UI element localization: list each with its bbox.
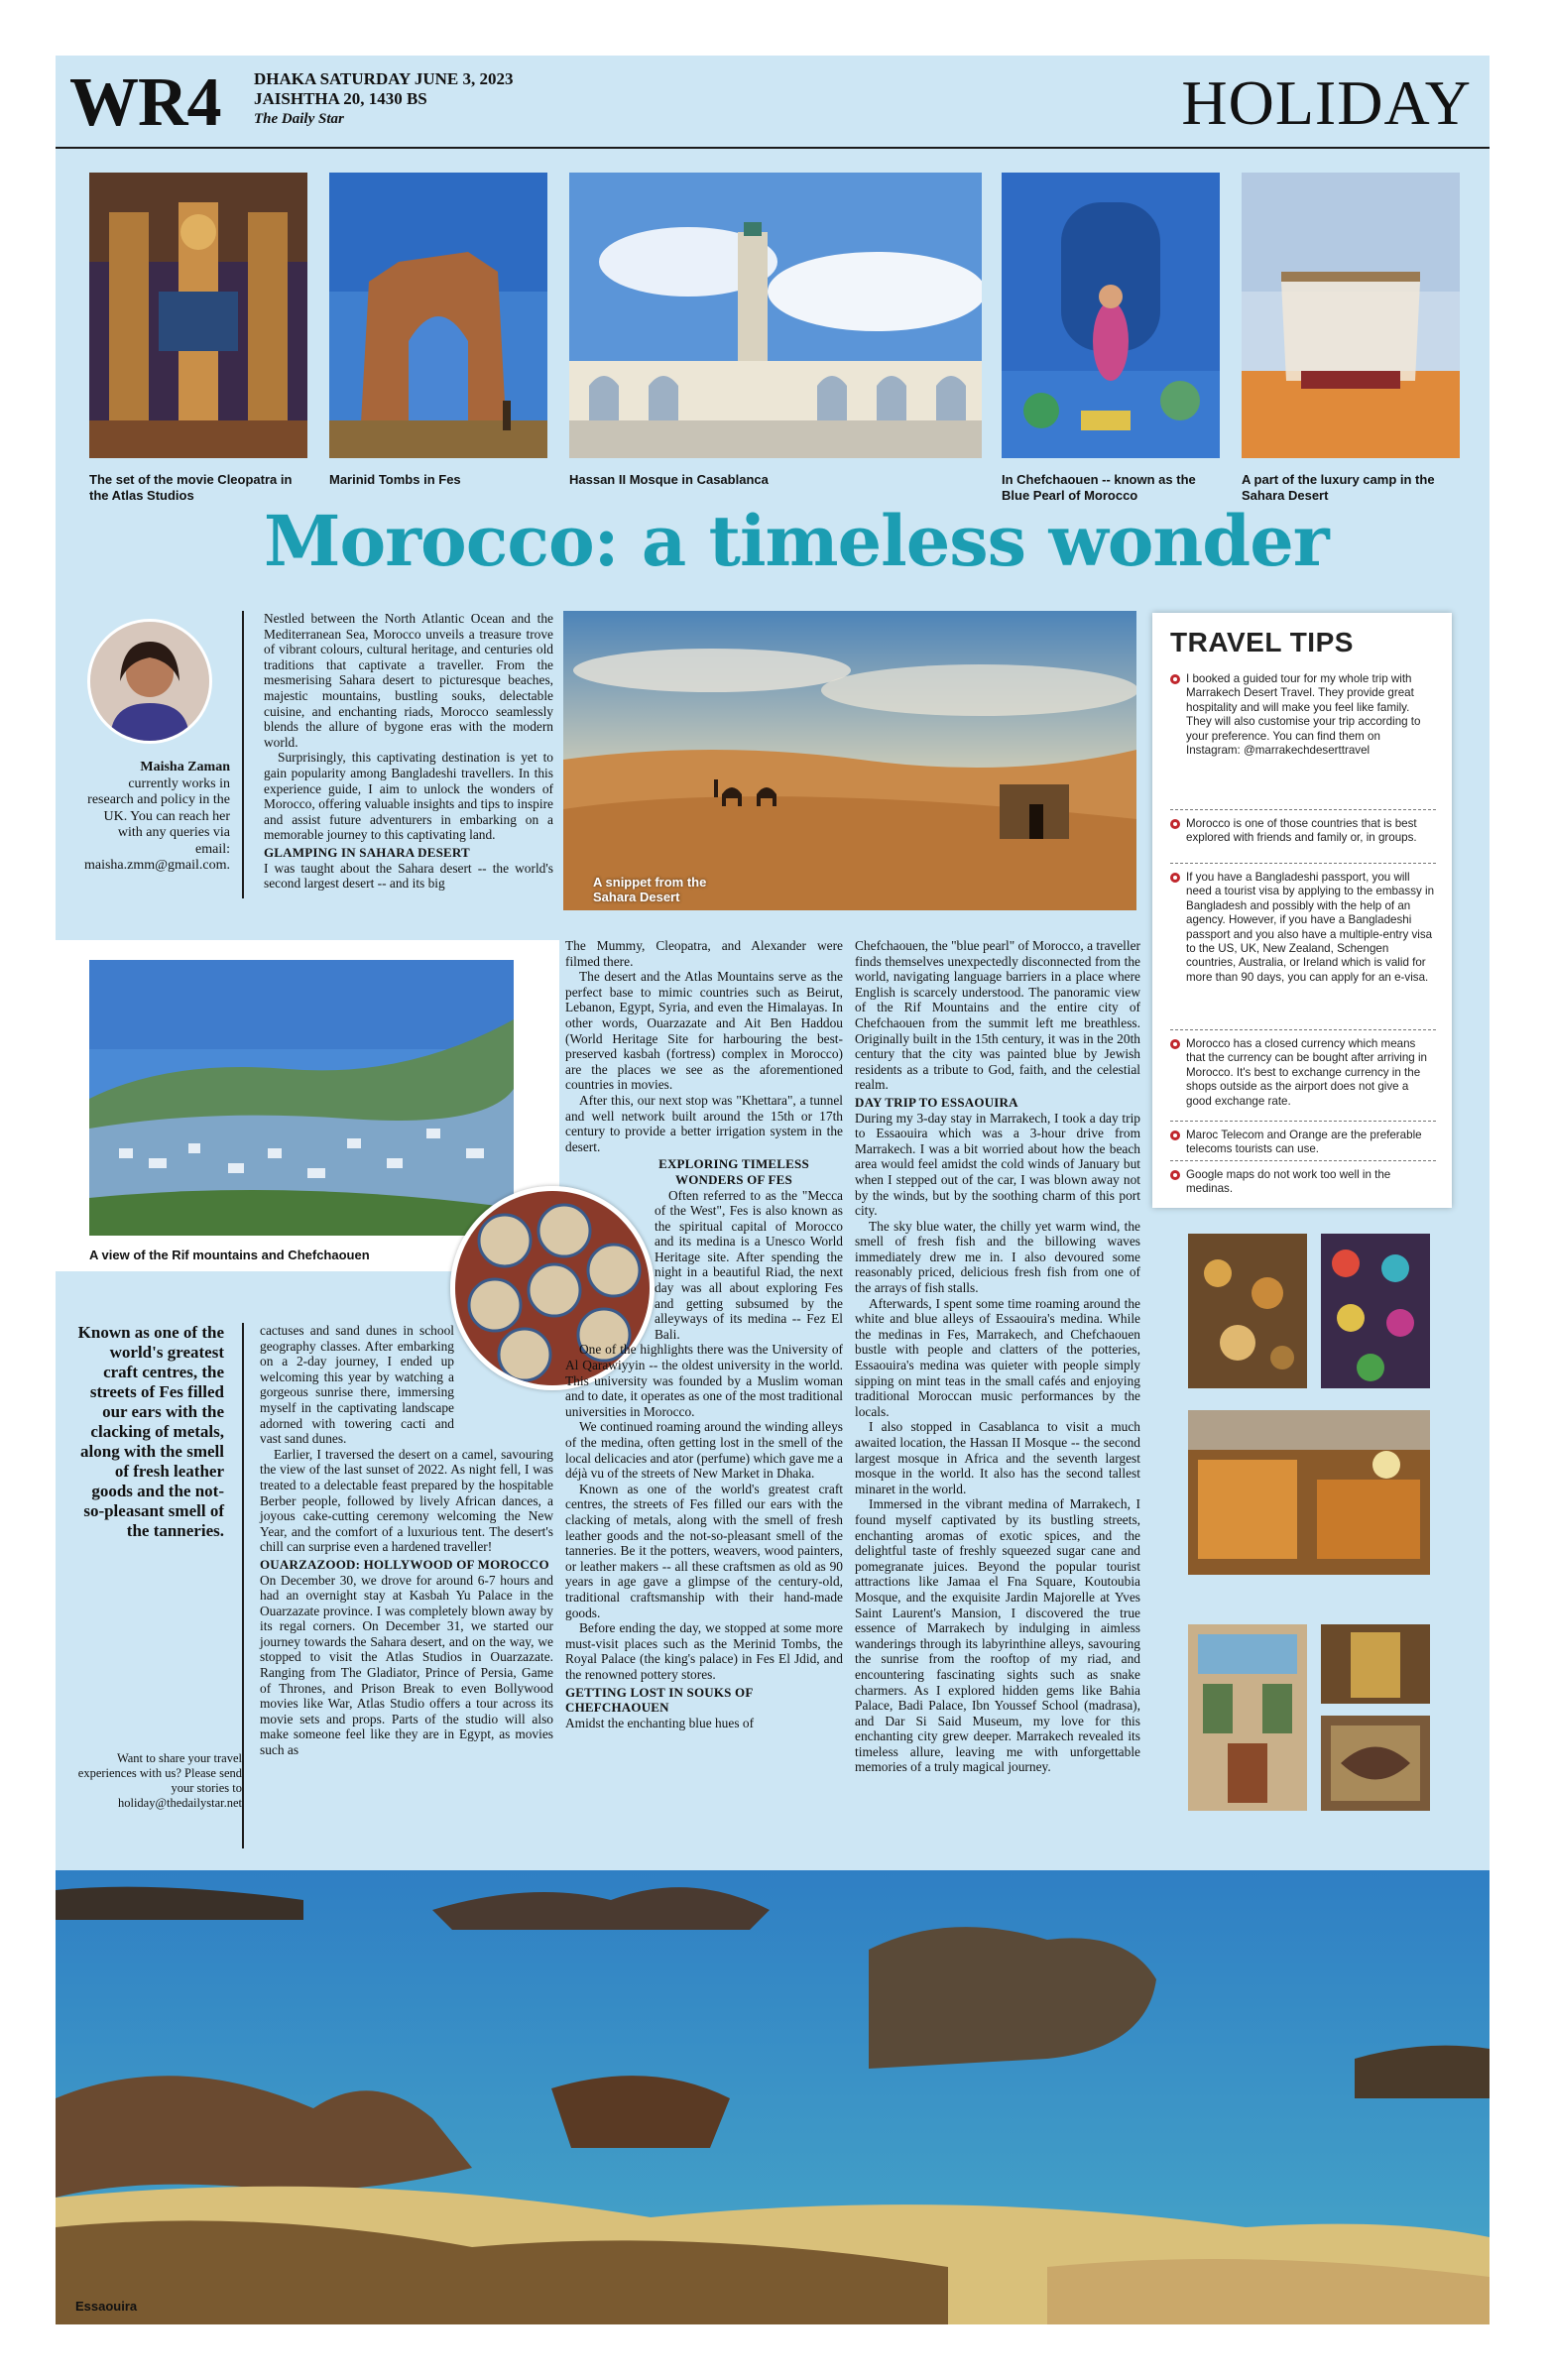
travel-tips-title: TRAVEL TIPS	[1170, 627, 1354, 657]
column-rule	[242, 1323, 244, 1848]
author-avatar	[87, 619, 212, 744]
article-paragraph: Chefchaouen, the "blue pearl" of Morocco, a traveller finds themselves unexpectedly disconnected from the world, navigating language barriers in a place where English is scarcely understood. The panoramic view of the Rif Mountains and the entire city of Chefchaouen from the summit left me breathless. Originally built in the 15th century, it was in the 20th century that the city was painted blue by Jewish residents as a tribute to God, faith, and the celestial realm.	[855, 938, 1140, 1093]
tip-divider	[1170, 1160, 1436, 1161]
date-line-bengali: JAISHTHA 20, 1430 BS	[254, 89, 427, 108]
article-paragraph: The Mummy, Cleopatra, and Alexander were filmed there.	[565, 938, 843, 969]
tip-item: Morocco has a closed currency which means that the currency can be bought after arriving in Morocco. It's best to exchange currency in the shops outside as the airport does not give a good exchange rate.	[1170, 1037, 1436, 1109]
article-paragraph: The sky blue water, the chilly yet warm wind, the smell of fresh fish and the billowing waves immediately drew me in. I also devoured some reasonably priced, delicious fresh fish from one of the arrays of fish stalls.	[855, 1218, 1140, 1296]
photo-sweets	[1188, 1410, 1430, 1575]
author-byline	[81, 760, 230, 875]
article-column-3	[855, 938, 1140, 1775]
photo-lanterns	[1188, 1234, 1307, 1388]
article-paragraph: Often referred to as the "Mecca of the West", Fes is also known as the spiritual capital of Morocco and its medina is a Unesco World Heritage site. After spending the night in a beautiful Riad, the next day was all about exploring Fes and getting subsumed by the alleyways of its medina -- Fez El Bali.	[655, 1187, 843, 1342]
column-rule	[242, 611, 244, 898]
author-name: Maisha Zaman	[140, 760, 230, 774]
article-paragraph: One of the highlights there was the University of Al Qarawiyyin -- the oldest university in the world. This university was founded by a Muslim woman and to date, it operates as one of the most traditional universities in Morocco.	[565, 1342, 844, 1419]
photo-hassan-mosque	[569, 173, 982, 458]
subhead: GETTING LOST IN SOUKS OF CHEFCHAOUEN	[565, 1684, 754, 1716]
newspaper-page	[56, 56, 1490, 2324]
article-paragraph: Amidst the enchanting blue hues of	[565, 1715, 755, 1730]
share-note: Want to share your travel experiences with us? Please send your stories to holiday@thedailystar.net	[77, 1751, 242, 1810]
article-column-1	[260, 1323, 553, 1758]
photo-luxury-camp	[1242, 173, 1460, 458]
photo-spices	[1321, 1234, 1430, 1388]
article-paragraph: I also stopped in Casablanca to visit a much awaited location, the Hassan II Mosque -- the second largest mosque in Africa and the seventh largest mosque in the world. It also has the second tallest minaret in the world.	[855, 1419, 1140, 1496]
photo-caption: A part of the luxury camp in the Sahara Desert	[1242, 472, 1435, 503]
subhead: OUARZAZOOD: HOLLYWOOD OF MOROCCO	[260, 1556, 549, 1572]
photo-essaouira	[56, 1870, 1490, 2324]
bullet-icon	[1170, 1170, 1180, 1180]
photo-door	[1321, 1624, 1430, 1704]
tip-item: I booked a guided tour for my whole trip with Marrakech Desert Travel. They provide great hospitality and will make you feel like family. They will also customise your trip according to your preference. You can find them on Instagram: @marrakechdeserttravel	[1170, 672, 1436, 758]
photo-caption: In Chefchaouen -- known as the Blue Pearl of Morocco	[1002, 472, 1196, 503]
dateline	[254, 69, 513, 109]
bottom-caption: Essaouira	[75, 2299, 138, 2314]
photo-caption: Marinid Tombs in Fes	[329, 472, 461, 487]
article-intro	[264, 611, 553, 892]
subhead: DAY TRIP TO ESSAOUIRA	[855, 1094, 1018, 1110]
tip-item: Morocco is one of those countries that is best explored with friends and family or, in groups.	[1170, 817, 1436, 846]
article-column-2	[565, 938, 843, 1730]
tip-item: If you have a Bangladeshi passport, you will need a tourist visa by applying to the embassy in Bangladesh and possibly with the help of an agency. However, if you have a Bangladeshi passport and you also have a multiple-entry visa to the US, UK, New Zealand, Schengen countries, Australia, or Ireland which is valid for more than 90 days, you can apply for an e-visa.	[1170, 871, 1436, 985]
page-code: WR4	[69, 64, 221, 141]
sahara-caption: A snippet from the Sahara Desert	[593, 875, 707, 904]
brand-logo: The Daily Star	[254, 111, 344, 127]
photo-cleopatra-set	[89, 173, 307, 458]
tip-item: Maroc Telecom and Orange are the preferable telecoms tourists can use.	[1170, 1129, 1436, 1157]
tip-divider	[1170, 809, 1436, 810]
pull-quote: Known as one of the world's greatest craft centres, the streets of Fes filled our ears with the clacking of metals, along with the smell of fresh leather goods and the not-so-pleasant smell of the tanneries.	[77, 1323, 224, 1540]
travel-tips-box	[1152, 613, 1452, 1208]
subhead: EXPLORING TIMELESS WONDERS OF FES	[658, 1156, 809, 1187]
article-paragraph: Known as one of the world's greatest craft centres, the streets of Fes filled our ears with the clacking of metals, along with the smell of fresh leather goods and the not-so-pleasant smell of the tanneries. Be it the potters, weavers, wood painters, or leather makers -- all these craftsmen as old as 90 years in age gave a glimpse of the century-old, traditional craftsmanship with their hand-made goods.	[565, 1481, 843, 1620]
bullet-icon	[1170, 674, 1180, 684]
photo-chefchaouen	[1002, 173, 1220, 458]
bullet-icon	[1170, 1130, 1180, 1140]
article-paragraph: After this, our next stop was "Khettara", a tunnel and well network built around the 15th or 17th century to provide a better irrigation system in the desert.	[565, 1092, 843, 1154]
bullet-icon	[1170, 1039, 1180, 1049]
article-paragraph: Nestled between the North Atlantic Ocean and the Mediterranean Sea, Morocco unveils a treasure trove of vibrant colours, cultural heritage, and centuries old traditions that captivate a traveller. From the mesmerising Sahara desert to picturesque beaches, majestic mountains, bustling souks, delectable cuisine, and enchanting riads, Morocco seamlessly blends the allure of bygone eras with the modern world.	[264, 611, 553, 750]
tip-divider	[1170, 1121, 1436, 1122]
photo-sahara	[563, 611, 1136, 910]
bullet-icon	[1170, 819, 1180, 829]
article-paragraph: The desert and the Atlas Mountains serve as the perfect base to mimic countries such as Beirut, Lebanon, Egypt, Syria, and even the Himalayas. In other words, Ouarzazate and Ait Ben Haddou (World Heritage Site for harbouring the best-preserved kasbah (fortress) complex in Morocco) are the places we see as the aforementioned countries in movies.	[565, 969, 843, 1093]
tip-item: Google maps do not work too well in the medinas.	[1170, 1168, 1436, 1197]
masthead	[56, 56, 1490, 149]
article-paragraph: We continued roaming around the winding alleys of the medina, often getting lost in the smell of the local delicacies and ator (perfume) which gave me a déjà vu of the streets of New Market in Dhaka.	[565, 1419, 843, 1482]
bullet-icon	[1170, 873, 1180, 883]
author-bio: currently works in research and policy in the UK. You can reach her with any queries via email: maisha.zmm@gmail.com.	[83, 775, 230, 873]
photo-marinid-tombs	[329, 173, 547, 458]
photo-rif-mountains	[89, 960, 514, 1236]
article-paragraph: Immersed in the vibrant medina of Marrakech, I found myself captivated by its bustling streets, enchanting aromas of exotic spices, and the delightful taste of freshly squeezed sugar cane and pomegranate juices. Beyond the popular tourist attractions like Jamaa el Fna Square, Koutoubia Mosque, and the exquisite Jardin Majorelle at Yves Saint Laurent's Mansion, I discovered the true essence of Marrakech by indulging in aimless wanderings through its labyrinthine alleys, savouring the sunrise from the rooftop of my riad, and encountering fascinating sights such as snake charmers. As I explored hidden gems like Bahia Palace, Badi Palace, Ibn Youssef School (madrasa), and Dar Si Said Museum, my love for this enchanting city grew deeper. Marrakech revealed its timeless allure, leaving me with unforgettable memories of a truly magical journey.	[855, 1496, 1140, 1775]
photo-carving	[1321, 1716, 1430, 1811]
section-title: HOLIDAY	[1181, 67, 1472, 138]
headline: Morocco: a timeless wonder	[264, 500, 1329, 582]
article-paragraph: I was taught about the Sahara desert -- the world's second largest desert -- and its big	[264, 860, 553, 892]
article-paragraph: cactuses and sand dunes in school geography classes. After embarking on a 2-day journey, I ended up welcoming this year by watching a gorgeous sunrise there, immersing myself in the captivating landscape adorned with towering cacti and vast sand dunes.	[260, 1323, 454, 1447]
subhead: GLAMPING IN SAHARA DESERT	[264, 844, 470, 860]
article-paragraph: During my 3-day stay in Marrakech, I took a day trip to Essaouira which was a 3-hour drive from Marrakech. I was a bit worried about how the beach area would feel amidst the cold winds of January but when I stepped out of the car, I was blown away not by the winds, but by the soothing charm of this port city.	[855, 1110, 1140, 1219]
photo-caption: The set of the movie Cleopatra in the Atlas Studios	[89, 472, 293, 503]
article-paragraph: Earlier, I traversed the desert on a camel, savouring the view of the last sunset of 2022. As night fell, I was treated to a delectable feast prepared by the hospitable Berber people, followed by lively African dances, a joyous cake-cutting ceremony welcoming the New Year, and the comfort of a luxurious tent. The desert's chill can surprise even a hardened traveller!	[260, 1446, 553, 1555]
tip-divider	[1170, 1029, 1436, 1030]
article-paragraph: Afterwards, I spent some time roaming around the white and blue alleys of Essaouira's medina. While the medinas in Fes, Marrakech, and Chefchaouen bustle with people and clatters of the potteries, Essaouira's medina was quieter with people simply sipping on mint teas in the small cafés and enjoying traditional Moroccan music performances by the locals.	[855, 1295, 1140, 1419]
article-paragraph: On December 30, we drove for around 6-7 hours and had an overnight stay at Kasbah Yu Palace in the Ouarzazate province. I was completely blown away by its regal corners. On December 31, we started our journey towards the Sahara desert, and on the way, we stopped to visit the Atlas Studios in Ouarzazate. Ranging from The Gladiator, Prince of Persia, Game of Thrones, and Prison Break to even Bollywood movies like War, Atlas Studio offers a tour across its movie sets and props. Parts of the studio will also make someone feel like they are in Egypt, as movies such as	[260, 1572, 553, 1758]
photo-caption: Hassan II Mosque in Casablanca	[569, 472, 769, 487]
rif-caption: A view of the Rif mountains and Chefchaouen	[89, 1248, 370, 1262]
date-line: DHAKA SATURDAY JUNE 3, 2023	[254, 69, 514, 88]
article-paragraph: Surprisingly, this captivating destination is yet to gain popularity among Bangladeshi travellers. In this experience guide, I aim to unlock the wonders of Morocco, offering valuable insights and tips to inspire and assist future adventurers in embarking on a memorable journey to this captivating land.	[264, 750, 553, 843]
photo-riad-courtyard	[1188, 1624, 1307, 1811]
tip-divider	[1170, 863, 1436, 864]
article-paragraph: Before ending the day, we stopped at some more must-visit places such as the Merinid Tombs, the Royal Palace (the king's palace) in Fes El Jdid, and the renowned pottery stores.	[565, 1620, 843, 1682]
